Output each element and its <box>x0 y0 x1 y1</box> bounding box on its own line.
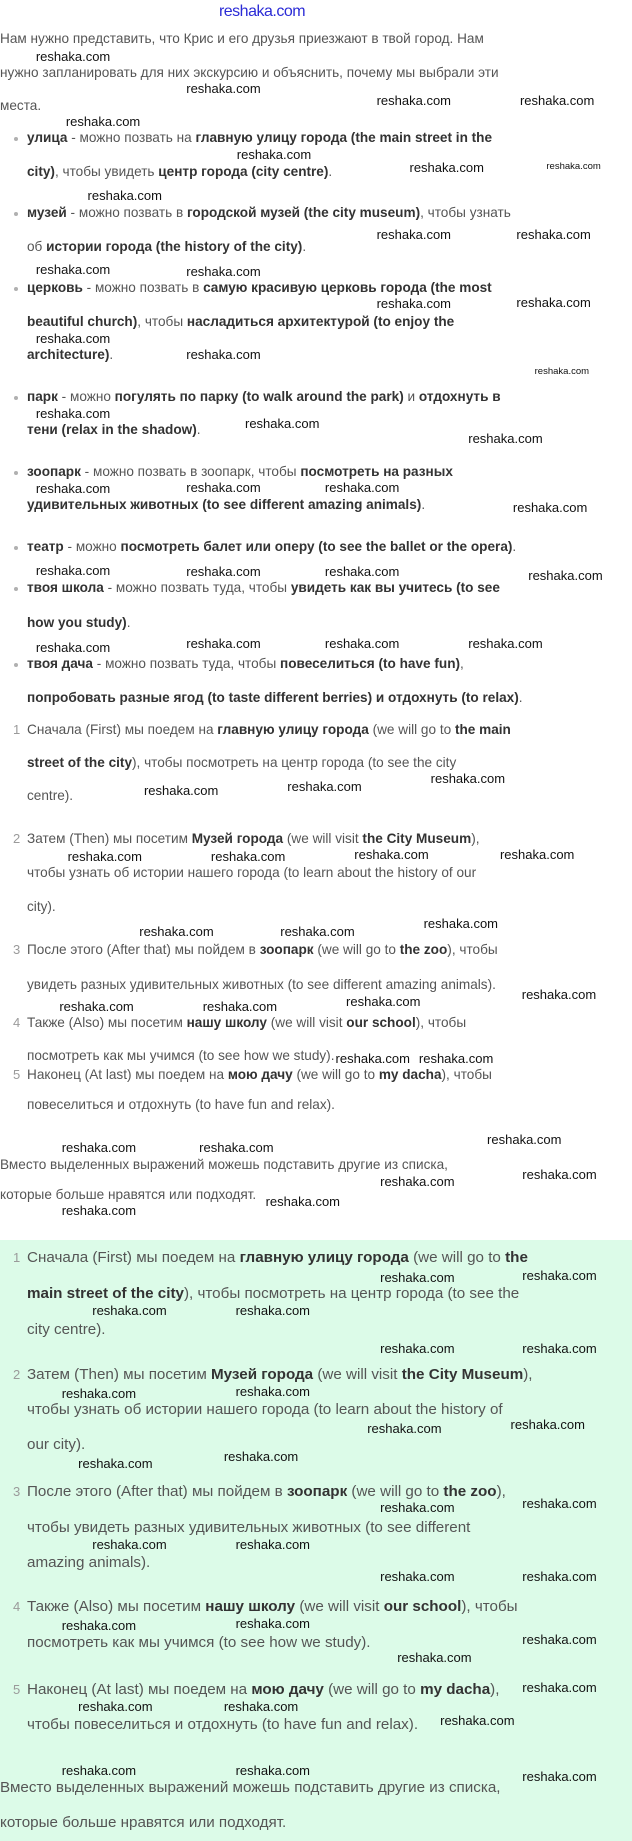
watermark: reshaka.com <box>61 1385 137 1401</box>
highlighted-phrase: how you study) <box>27 615 127 630</box>
watermark: reshaka.com <box>199 1139 274 1155</box>
plan-line <box>27 1014 466 1032</box>
text-segment: и <box>403 389 419 404</box>
text-segment: . <box>518 690 523 705</box>
watermark: reshaka.com <box>87 188 162 204</box>
watermark: reshaka.com <box>139 923 214 939</box>
plan-line <box>27 1249 528 1267</box>
plan-line <box>27 1554 150 1572</box>
plan-line <box>27 721 511 739</box>
highlighted-phrase: музей <box>27 205 67 220</box>
watermark: reshaka.com <box>78 1698 153 1714</box>
text-segment: посмотреть как мы учимся (to see how we study). <box>27 1634 371 1651</box>
text-segment: (we will visit <box>295 1598 384 1615</box>
place-line <box>27 655 464 673</box>
text-segment: . <box>126 615 131 630</box>
watermark: reshaka.com <box>546 161 601 173</box>
highlighted-phrase: тени (relax in the shadow) <box>27 422 197 437</box>
list-number: 1 <box>13 722 21 737</box>
watermark: reshaka.com <box>522 1167 597 1182</box>
highlighted-phrase: мою дачу <box>227 1067 293 1082</box>
highlighted-phrase: the zoo <box>399 942 448 957</box>
highlighted-phrase: самую красивую церковь города (the most <box>203 280 492 295</box>
text-segment: чтобы узнать об истории нашего города (to learn about the history of <box>27 1401 503 1418</box>
text-segment: Также (Also) мы посетим <box>27 1598 206 1615</box>
place-line <box>27 421 201 439</box>
highlighted-phrase: нашу школу <box>205 1598 296 1615</box>
watermark: reshaka.com <box>380 1173 455 1189</box>
text-segment: ), <box>523 1366 533 1383</box>
highlighted-phrase: beautiful church) <box>27 314 138 329</box>
highlighted-phrase: главную улицу города <box>217 722 369 737</box>
highlighted-phrase: street of the city <box>27 755 132 770</box>
watermark: reshaka.com <box>236 147 312 163</box>
watermark: reshaka.com <box>521 987 597 1003</box>
highlighted-phrase: театр <box>27 539 64 554</box>
list-number: 4 <box>13 1599 21 1614</box>
plan-line <box>27 787 73 805</box>
bullet-icon <box>14 287 18 291</box>
text-segment: . <box>421 497 426 512</box>
text-segment: (we will visit <box>313 1366 402 1383</box>
highlighted-phrase: Музей города <box>211 1366 314 1383</box>
text-segment: ), чтобы <box>461 1598 518 1615</box>
plan-line <box>27 1321 106 1339</box>
watermark: reshaka.com <box>423 915 499 931</box>
watermark: reshaka.com <box>245 416 320 432</box>
place-line <box>27 346 113 364</box>
watermark: reshaka.com <box>61 1203 137 1219</box>
plan-line <box>27 1366 533 1384</box>
intro-line: места. <box>0 98 42 113</box>
highlighted-phrase: твоя дача <box>27 656 93 671</box>
text-segment: (we will go to <box>323 1681 421 1698</box>
watermark: reshaka.com <box>59 998 134 1014</box>
text-segment: (we will go to <box>313 942 400 957</box>
text-segment: (we will go to <box>292 1067 379 1082</box>
list-number: 4 <box>13 1015 21 1030</box>
highlighted-phrase: the City Museum <box>362 831 472 846</box>
watermark: reshaka.com <box>92 1302 167 1318</box>
list-number: 2 <box>13 1367 21 1382</box>
text-segment: чтобы повеселиться и отдохнуть (to have fun and relax). <box>27 1716 419 1733</box>
watermark: reshaka.com <box>397 1649 472 1665</box>
watermark: reshaka.com <box>92 1537 167 1553</box>
plan-line <box>27 1716 418 1734</box>
plan-line <box>27 1634 371 1652</box>
text-segment: ), чтобы <box>441 1067 492 1082</box>
watermark: reshaka.com <box>468 431 543 447</box>
answer-note-line: которые больше нравятся или подходят. <box>0 1814 287 1831</box>
place-line <box>27 538 516 556</box>
place-line <box>27 279 492 297</box>
watermark: reshaka.com <box>516 227 591 242</box>
list-number: 5 <box>13 1067 21 1082</box>
list-number: 3 <box>13 1484 21 1499</box>
watermark: reshaka.com <box>522 1568 597 1584</box>
watermark: reshaka.com <box>522 1768 597 1784</box>
highlighted-phrase: зоопарк <box>27 464 81 479</box>
text-segment: Также (Also) мы посетим <box>27 1015 187 1030</box>
watermark: reshaka.com <box>324 480 400 496</box>
plan-line <box>27 830 480 848</box>
watermark: reshaka.com <box>67 848 142 864</box>
highlighted-phrase: улица <box>27 130 68 145</box>
highlighted-phrase: city) <box>27 164 55 179</box>
watermark: reshaka.com <box>235 1302 311 1318</box>
text-segment: , <box>460 656 464 671</box>
watermark: reshaka.com <box>522 1268 597 1284</box>
note-line: которые больше нравятся или подходят. <box>0 1187 257 1202</box>
text-segment: Затем (Then) мы посетим <box>27 1366 212 1383</box>
watermark: reshaka.com <box>510 1417 585 1433</box>
text-segment: . <box>328 164 333 179</box>
highlighted-phrase: посмотреть балет или оперу (to see the ballet or the opera) <box>120 539 513 554</box>
highlighted-phrase: our school <box>346 1015 416 1030</box>
text-segment: - можно позвать туда, чтобы <box>92 656 280 671</box>
text-segment: , чтобы <box>137 314 187 329</box>
highlighted-phrase: main street of the city <box>27 1285 184 1302</box>
place-line <box>27 313 454 331</box>
watermark: reshaka.com <box>376 296 452 312</box>
watermark: reshaka.com <box>335 1050 410 1066</box>
text-segment: - можно позвать в зоопарк, чтобы <box>80 464 301 479</box>
plan-line <box>27 941 498 959</box>
text-segment: - можно позвать в <box>82 280 204 295</box>
text-segment: - можно позвать туда, чтобы <box>103 580 291 595</box>
watermark: reshaka.com <box>522 1632 597 1648</box>
watermark: reshaka.com <box>418 1050 494 1066</box>
watermark: reshaka.com <box>235 1615 311 1631</box>
text-segment: Наконец (At last) мы поедем на <box>27 1067 228 1082</box>
text-segment: centre). <box>27 788 74 803</box>
watermark: reshaka.com <box>235 1383 311 1399</box>
text-segment: посмотреть как мы учимся (to see how we study). <box>27 1048 335 1063</box>
text-segment: Затем (Then) мы посетим <box>27 831 192 846</box>
plan-line <box>27 1401 503 1419</box>
plan-line <box>27 1598 518 1616</box>
watermark: reshaka.com <box>519 93 595 109</box>
watermark: reshaka.com <box>143 782 219 798</box>
highlighted-phrase: увидеть как вы учитесь (to see <box>290 580 500 595</box>
list-number: 3 <box>13 942 21 957</box>
text-segment: Сначала (First) мы поедем на <box>27 1249 240 1266</box>
text-segment: , чтобы увидеть <box>54 164 159 179</box>
watermark: reshaka.com <box>534 365 590 377</box>
watermark: reshaka.com <box>186 480 261 496</box>
text-segment: - можно позвать на <box>67 130 196 145</box>
place-line <box>27 388 501 406</box>
watermark: reshaka.com <box>380 1340 455 1356</box>
text-segment: ), <box>471 831 480 846</box>
text-segment: - можно <box>63 539 121 554</box>
plan-line <box>27 1066 492 1084</box>
watermark: reshaka.com <box>35 480 111 496</box>
watermark: reshaka.com <box>35 262 111 278</box>
place-line <box>27 496 425 514</box>
watermark: reshaka.com <box>528 567 603 583</box>
place-line <box>27 579 500 597</box>
watermark: reshaka.com <box>409 160 484 176</box>
watermark: reshaka.com <box>280 923 355 939</box>
watermark: reshaka.com <box>35 563 111 579</box>
text-segment: ), чтобы <box>447 942 498 957</box>
highlighted-phrase: центр города (city centre) <box>158 164 329 179</box>
watermark: reshaka.com <box>35 330 111 346</box>
highlighted-phrase: the main <box>454 722 511 737</box>
highlighted-phrase: повеселиться (to have fun) <box>280 656 461 671</box>
bullet-icon <box>14 396 18 400</box>
text-segment: чтобы узнать об истории нашего города (to learn about the history of our <box>27 865 477 880</box>
intro-line: Нам нужно представить, что Крис и его друзья приезжают в твой город. Нам <box>0 31 484 46</box>
plan-line <box>27 1047 334 1065</box>
text-segment: city centre). <box>27 1321 106 1338</box>
watermark: reshaka.com <box>35 405 111 421</box>
text-segment: повеселиться и отдохнуть (to have fun and relax). <box>27 1097 335 1112</box>
highlighted-phrase: зоопарк <box>259 942 314 957</box>
plan-line <box>27 976 496 994</box>
watermark: reshaka.com <box>186 263 261 279</box>
watermark: reshaka.com <box>346 993 421 1009</box>
plan-line <box>27 1285 519 1303</box>
highlighted-phrase: городской музей (the city museum) <box>186 205 421 220</box>
text-segment: (we will go to <box>347 1483 444 1500</box>
watermark: reshaka.com <box>223 1449 299 1464</box>
text-segment: (we will visit <box>283 831 363 846</box>
place-line <box>27 614 130 632</box>
highlighted-phrase: зоопарк <box>286 1483 348 1500</box>
watermark: reshaka.com <box>35 639 111 655</box>
highlighted-phrase: главную улицу города (the main street in the <box>195 130 493 145</box>
watermark: reshaka.com <box>235 1763 311 1779</box>
text-segment: . <box>512 539 517 554</box>
text-segment: (we will go to <box>368 722 455 737</box>
watermark: reshaka.com <box>186 81 261 97</box>
watermark: reshaka.com <box>235 1537 311 1553</box>
highlighted-phrase: отдохнуть в <box>418 389 501 404</box>
watermark: reshaka.com <box>78 1456 153 1472</box>
watermark: reshaka.com <box>487 1131 562 1147</box>
watermark: reshaka.com <box>522 1496 597 1511</box>
watermark: reshaka.com <box>376 93 452 109</box>
watermark: reshaka.com <box>202 998 278 1014</box>
text-segment: , чтобы узнать <box>420 205 511 220</box>
highlighted-phrase: главную улицу города <box>239 1249 409 1266</box>
note-line: Вместо выделенных выражений можешь подставить другие из списка, <box>0 1157 448 1172</box>
text-segment: (we will go to <box>408 1249 506 1266</box>
watermark: reshaka.com <box>223 1698 299 1714</box>
highlighted-phrase: my dacha <box>420 1681 491 1698</box>
watermark: reshaka.com <box>367 1420 442 1436</box>
watermark: reshaka.com <box>376 227 452 242</box>
text-segment: После этого (After that) мы пойдем в <box>27 1483 287 1500</box>
place-line <box>27 463 453 481</box>
watermark: reshaka.com <box>380 1500 455 1515</box>
highlighted-phrase: мою дачу <box>251 1681 324 1698</box>
text-segment: увидеть разных удивительных животных (to see different amazing animals). <box>27 977 496 992</box>
watermark: reshaka.com <box>210 848 286 864</box>
bullet-icon <box>14 471 18 475</box>
list-number: 2 <box>13 831 21 846</box>
text-segment: ), <box>496 1483 506 1500</box>
watermark: reshaka.com <box>516 295 591 311</box>
highlighted-phrase: the City Museum <box>401 1366 524 1383</box>
text-segment: Наконец (At last) мы поедем на <box>27 1681 252 1698</box>
watermark: reshaka.com <box>512 499 588 515</box>
watermark: reshaka.com <box>35 48 111 64</box>
highlighted-phrase: попробовать разные ягод (to taste different berries) и отдохнуть (to relax) <box>27 690 519 705</box>
intro-line: нужно запланировать для них экскурсию и объяснить, почему мы выбрали эти <box>0 65 499 80</box>
highlighted-phrase: насладиться архитектурой (to enjoy the <box>186 314 455 329</box>
text-segment: - можно <box>57 389 115 404</box>
watermark: reshaka.com <box>61 1618 137 1634</box>
plan-line <box>27 754 456 772</box>
text-segment: ), чтобы посмотреть на центр города (to see the city <box>132 755 457 770</box>
watermark: reshaka.com <box>522 1680 597 1696</box>
bullet-icon <box>14 212 18 216</box>
text-segment: ), чтобы <box>415 1015 467 1030</box>
highlighted-phrase: погулять по парку (to walk around the park) <box>114 389 404 404</box>
text-segment: об <box>27 239 47 254</box>
watermark: reshaka.com <box>61 1763 137 1779</box>
highlighted-phrase: нашу школу <box>186 1015 267 1030</box>
text-segment: . <box>302 239 307 254</box>
site-header-link[interactable]: reshaka.com <box>218 3 306 20</box>
watermark: reshaka.com <box>324 635 400 651</box>
highlighted-phrase: our school <box>383 1598 462 1615</box>
watermark: reshaka.com <box>324 563 400 579</box>
text-segment: чтобы увидеть разных удивительных животных (to see different <box>27 1519 471 1536</box>
plan-line <box>27 1436 85 1454</box>
text-segment: ), чтобы посмотреть на центр города (to see the <box>183 1285 520 1302</box>
highlighted-phrase: architecture) <box>27 347 110 362</box>
watermark: reshaka.com <box>380 1269 455 1285</box>
plan-line <box>27 1519 470 1537</box>
text-segment: . <box>109 347 114 362</box>
bullet-icon <box>14 137 18 141</box>
place-line <box>27 689 523 707</box>
highlighted-phrase: посмотреть на разных <box>300 464 453 479</box>
text-segment: (we will visit <box>266 1015 347 1030</box>
bullet-icon <box>14 546 18 550</box>
watermark: reshaka.com <box>354 847 429 863</box>
text-segment: Сначала (First) мы поедем на <box>27 722 218 737</box>
watermark: reshaka.com <box>265 1194 341 1210</box>
bullet-icon <box>14 663 18 667</box>
highlighted-phrase: парк <box>27 389 58 404</box>
plan-line <box>27 898 56 916</box>
highlighted-phrase: the zoo <box>443 1483 497 1500</box>
list-number: 5 <box>13 1682 21 1697</box>
text-segment: - можно позвать в <box>66 205 187 220</box>
text-segment: our city). <box>27 1436 86 1453</box>
answer-note-line: Вместо выделенных выражений можешь подставить другие из списка, <box>0 1779 501 1796</box>
place-line <box>27 238 306 256</box>
watermark: reshaka.com <box>186 635 261 651</box>
plan-line <box>27 1483 506 1501</box>
watermark: reshaka.com <box>440 1713 515 1729</box>
place-line <box>27 163 332 181</box>
text-segment: amazing animals). <box>27 1554 151 1571</box>
highlighted-phrase: my dacha <box>378 1067 442 1082</box>
highlighted-phrase: удивительных животных (to see different amazing animals) <box>27 497 422 512</box>
watermark: reshaka.com <box>186 563 261 579</box>
text-segment: city). <box>27 899 56 914</box>
place-line <box>27 129 492 147</box>
text-segment: После этого (After that) мы пойдем в <box>27 942 260 957</box>
watermark: reshaka.com <box>65 113 141 129</box>
plan-line <box>27 1096 335 1114</box>
watermark: reshaka.com <box>468 635 543 651</box>
list-number: 1 <box>13 1250 21 1265</box>
watermark: reshaka.com <box>61 1140 137 1156</box>
text-segment: ), <box>490 1681 500 1698</box>
bullet-icon <box>14 587 18 591</box>
plan-line <box>27 1681 499 1699</box>
watermark: reshaka.com <box>499 847 575 863</box>
place-line <box>27 204 511 222</box>
watermark: reshaka.com <box>186 346 261 362</box>
highlighted-phrase: the <box>505 1249 528 1266</box>
watermark: reshaka.com <box>430 771 506 787</box>
watermark: reshaka.com <box>380 1568 455 1584</box>
highlighted-phrase: церковь <box>27 280 83 295</box>
highlighted-phrase: Музей города <box>191 831 284 846</box>
watermark: reshaka.com <box>522 1340 597 1356</box>
plan-line <box>27 864 476 882</box>
watermark: reshaka.com <box>287 779 362 795</box>
text-segment: . <box>196 422 201 437</box>
highlighted-phrase: твоя школа <box>27 580 104 595</box>
highlighted-phrase: истории города (the history of the city) <box>46 239 303 254</box>
